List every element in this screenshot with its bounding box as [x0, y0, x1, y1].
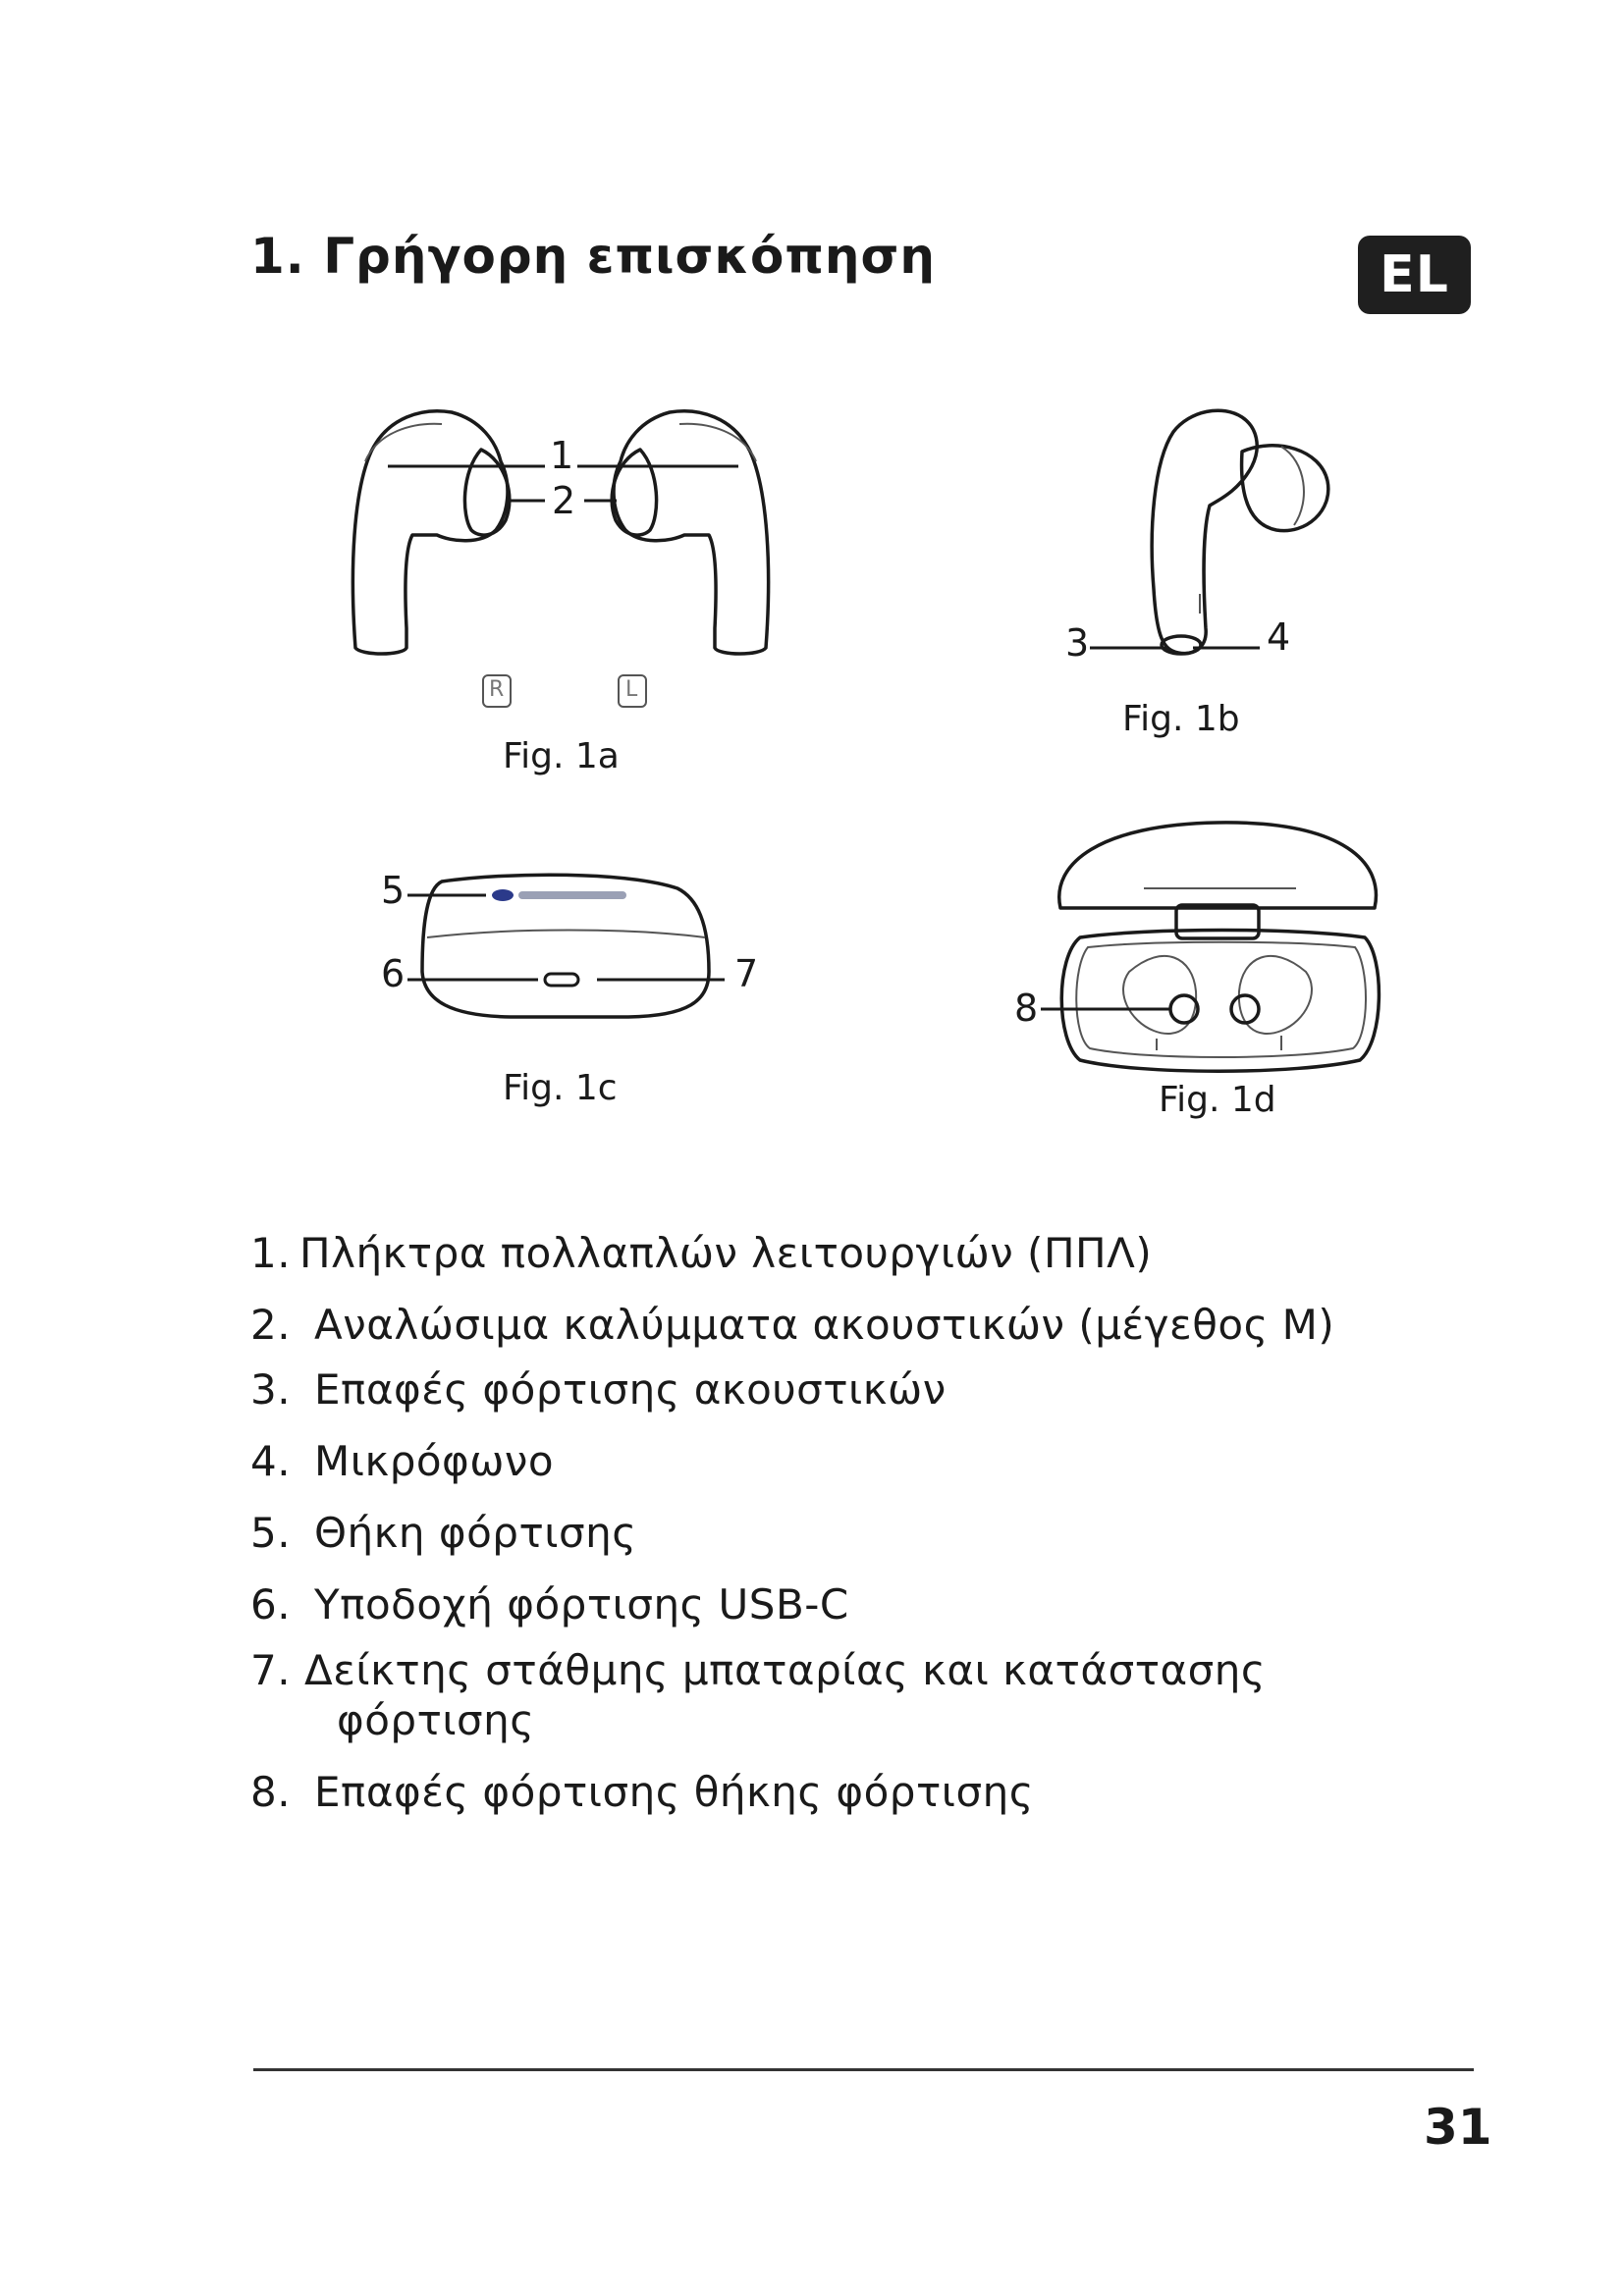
callout-2: 2 [552, 479, 576, 522]
callout-7: 7 [734, 952, 759, 995]
legend-text: Αναλώσιμα καλύμματα ακουστικών (μέγεθος M) [314, 1301, 1335, 1349]
callout-1: 1 [550, 434, 574, 477]
legend-item-4 [250, 1437, 554, 1485]
legend-item-3 [250, 1365, 947, 1414]
callout-5: 5 [381, 869, 406, 912]
page-title: 1. Γρήγορη επισκόπηση [250, 228, 937, 285]
page-number: 31 [1424, 2099, 1492, 2156]
callout-8: 8 [1014, 987, 1039, 1030]
legend-item-2 [250, 1301, 1334, 1349]
fig-1b-caption: Fig. 1b [1122, 699, 1240, 739]
legend-item-1 [250, 1229, 1152, 1277]
legend-number: 4. [250, 1437, 292, 1485]
legend-number: 8. [250, 1768, 292, 1816]
fig-1c-caption: Fig. 1c [503, 1068, 618, 1108]
fig-1a-caption: Fig. 1a [503, 736, 620, 776]
legend-number: 3. [250, 1365, 292, 1414]
legend-number: 1. [250, 1229, 292, 1277]
legend-number: 7. [250, 1646, 292, 1694]
legend-text: Επαφές φόρτισης θήκης φόρτισης [314, 1768, 1034, 1816]
legend-number: 2. [250, 1301, 292, 1349]
right-side-mark: R [489, 677, 505, 702]
legend-item-6 [250, 1580, 849, 1629]
language-badge: EL [1358, 236, 1471, 314]
fig-1d-caption: Fig. 1d [1159, 1080, 1276, 1120]
callout-6: 6 [381, 952, 406, 995]
legend-text: Υποδοχή φόρτισης USB-C [314, 1580, 849, 1629]
left-side-mark: L [625, 677, 638, 702]
legend-number: 6. [250, 1580, 292, 1629]
legend-item-8 [250, 1768, 1034, 1816]
legend-text: Επαφές φόρτισης ακουστικών [314, 1365, 947, 1414]
callout-4: 4 [1267, 615, 1291, 659]
legend-text: Πλήκτρα πολλαπλών λειτουργιών (ΠΠΛ) [299, 1229, 1153, 1277]
legend-text: Δείκτης στάθμης μπαταρίας και κατάστασης [304, 1646, 1267, 1694]
legend-item-5 [250, 1509, 636, 1557]
legend-text: Μικρόφωνο [314, 1437, 555, 1485]
footer-divider [253, 2068, 1474, 2071]
legend-number: 5. [250, 1509, 292, 1557]
legend-item-7 [250, 1646, 1266, 1694]
legend-item-7-continuation: φόρτισης [337, 1696, 535, 1744]
legend-text: Θήκη φόρτισης [314, 1509, 637, 1557]
callout-3: 3 [1065, 621, 1090, 665]
